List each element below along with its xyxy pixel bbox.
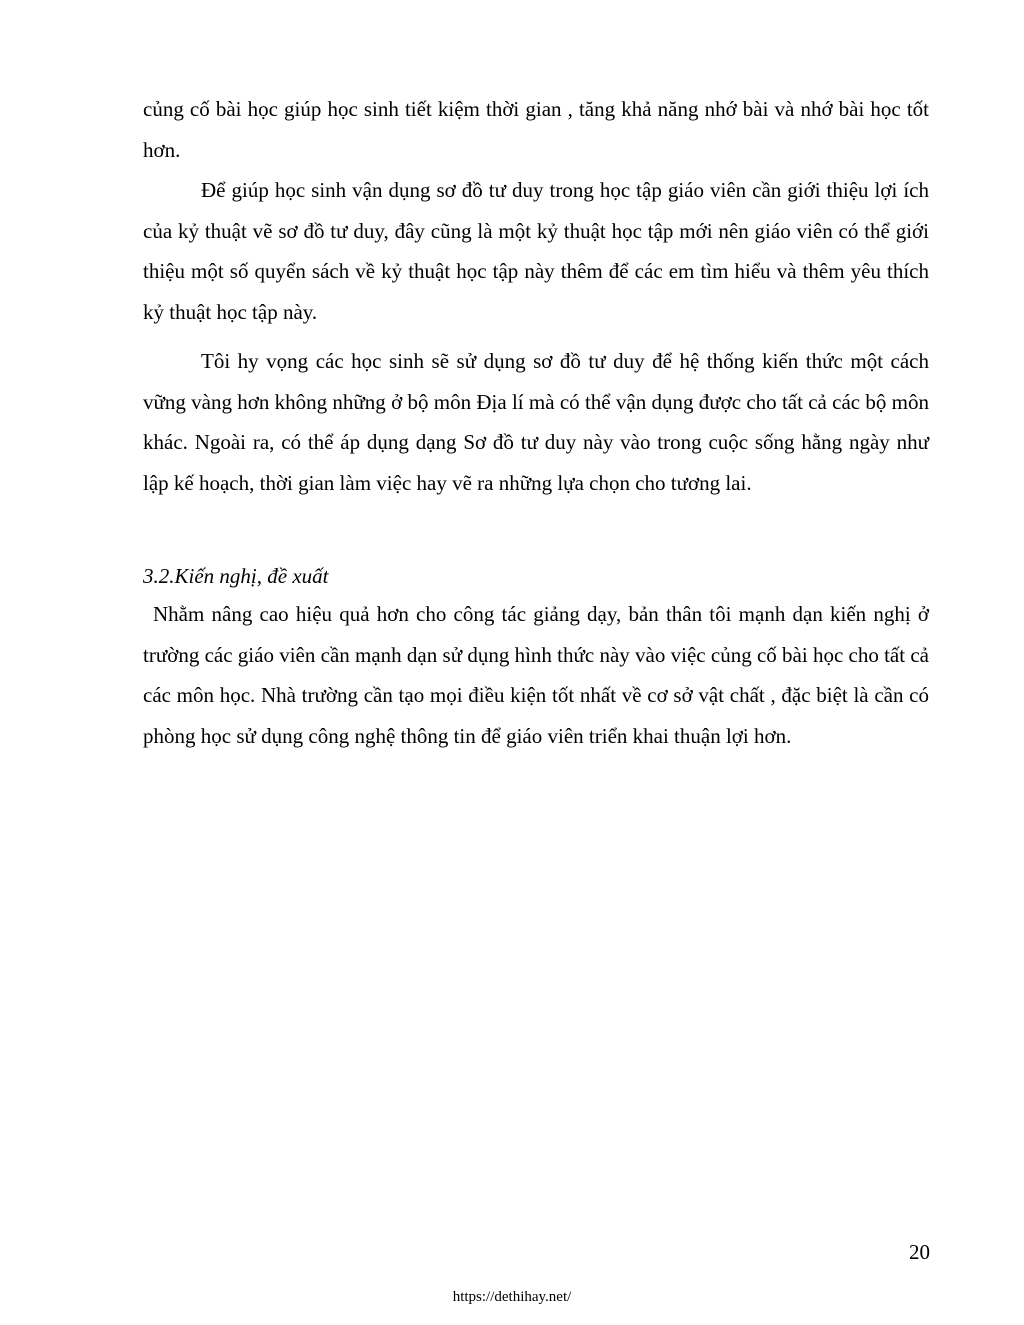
paragraph-recommendation: Nhằm nâng cao hiệu quả hơn cho công tác giảng dạy, bản thân tôi mạnh dạn kiến nghị ở trường các giáo viên cần mạnh dạn sử dụng hình thức này vào việc củng cố bài học cho tất cả các môn học. Nhà trường cần tạo mọi điều kiện tốt nhất về cơ sở vật chất , đặc biệt là cần có phòng học sử dụng công nghệ thông tin để giáo viên triển khai thuận lợi hơn. (143, 602, 929, 748)
section-heading: 3.2.Kiến nghị, đề xuất (143, 564, 329, 588)
page-number: 20 (909, 1240, 930, 1264)
paragraph-continuation: củng cố bài học giúp học sinh tiết kiệm thời gian , tăng khả năng nhớ bài và nhớ bài học tốt hơn. (143, 97, 929, 162)
paragraph-mind-map-benefits: Để giúp học sinh vận dụng sơ đồ tư duy trong học tập giáo viên cần giới thiệu lợi ích của kỷ thuật vẽ sơ đồ tư duy, đây cũng là một kỷ thuật học tập mới nên giáo viên có thể giới thiệu một số quyển sách về kỷ thuật học tập này thêm để các em tìm hiểu và thêm yêu thích kỷ thuật học tập này. (143, 178, 929, 324)
footer-url: https://dethihay.net/ (452, 1289, 572, 1305)
paragraph-hope: Tôi hy vọng các học sinh sẽ sử dụng sơ đồ tư duy để hệ thống kiến thức một cách vững vàng hơn không những ở bộ môn Địa lí mà có thể vận dụng được cho tất cả các bộ môn khác. Ngoài ra, có thể áp dụng dạng Sơ đồ tư duy này vào trong cuộc sống hằng ngày như lập kế hoạch, thời gian làm việc hay vẽ ra những lựa chọn cho tương lai. (143, 349, 929, 495)
